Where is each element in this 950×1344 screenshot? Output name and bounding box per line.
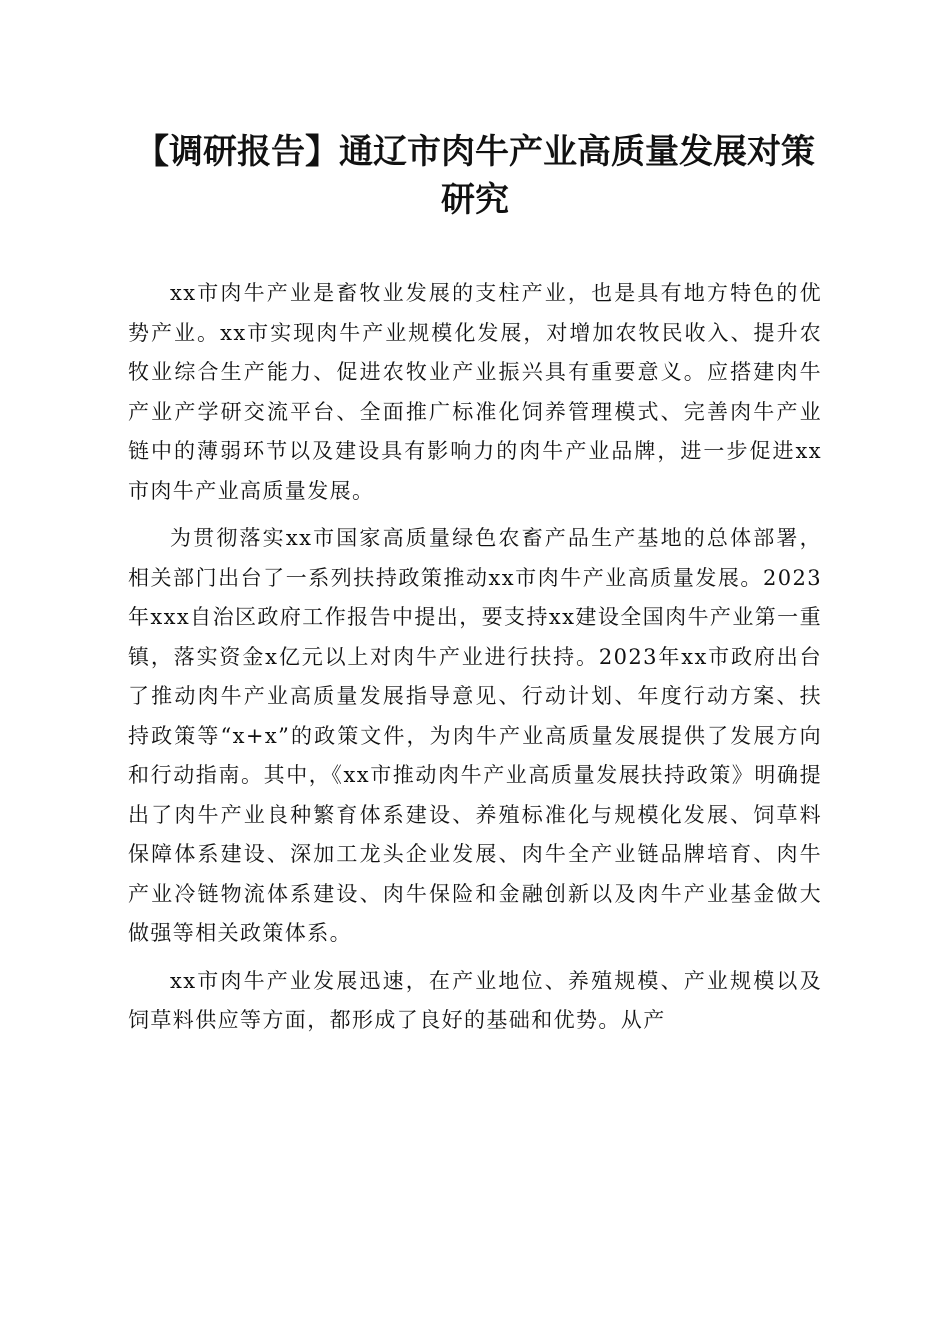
paragraph-3: xx市肉牛产业发展迅速，在产业地位、养殖规模、产业规模以及饲草料供应等方面，都形成了良好的基础和优势。从产 (128, 968, 822, 1032)
paragraph-1: xx市肉牛产业是畜牧业发展的支柱产业，也是具有地方特色的优势产业。xx市实现肉牛产业规模化发展，对增加农牧民收入、提升农牧业综合生产能力、促进农牧业产业振兴具有重要意义。应搭建肉牛产业产学研交流平台、全面推广标准化饲养管理模式、完善肉牛产业链中的薄弱环节以及建设具有影响力的肉牛产业品牌，进一步促进xx市肉牛产业高质量发展。 (128, 281, 822, 503)
title-line-1: 【调研报告】通辽市肉牛产业高质量发展对策 (135, 132, 815, 172)
title-line-2: 研究 (441, 180, 509, 220)
document-title (128, 128, 822, 224)
paragraph-2: 为贯彻落实xx市国家高质量绿色农畜产品生产基地的总体部署，相关部门出台了一系列扶持政策推动xx市肉牛产业高质量发展。2023年xxx自治区政府工作报告中提出，要支持xx建设全国肉牛产业第一重镇，落实资金x亿元以上对肉牛产业进行扶持。2023年xx市政府出台了推动肉牛产业高质量发展指导意见、行动计划、年度行动方案、扶持政策等“x+x”的政策文件，为肉牛产业高质量发展提供了发展方向和行动指南。其中，《xx市推动肉牛产业高质量发展扶持政策》明确提出了肉牛产业良种繁育体系建设、养殖标准化与规模化发展、饲草料保障体系建设、深加工龙头企业发展、肉牛全产业链品牌培育、肉牛产业冷链物流体系建设、肉牛保险和金融创新以及肉牛产业基金做大做强等相关政策体系。 (128, 526, 822, 945)
